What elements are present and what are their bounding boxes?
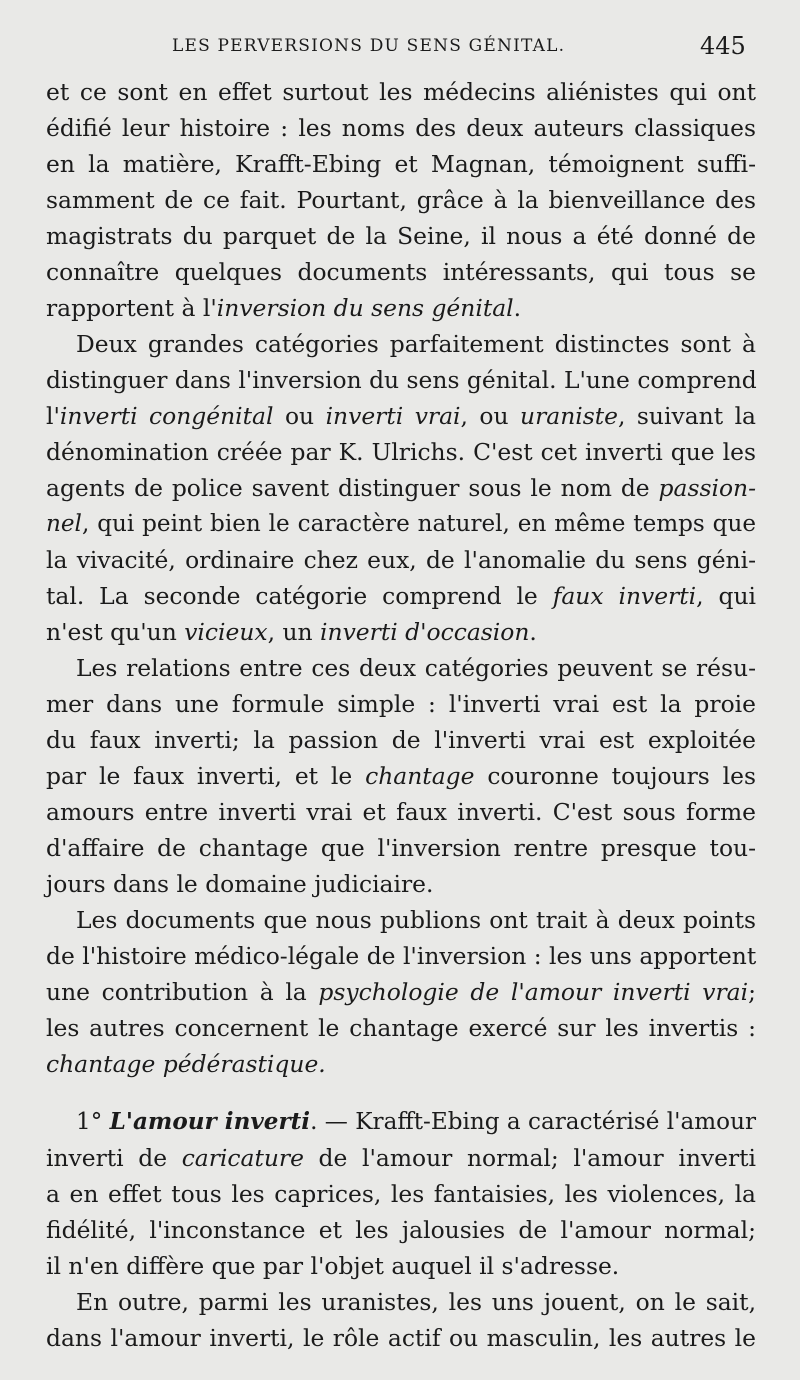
- text-line: Deux grandes catégories parfaitement distinctes sont à: [76, 330, 756, 358]
- text-line: [46, 1046, 756, 1082]
- text-line: rapportent à l'inversion du sens génital.: [46, 294, 522, 322]
- text-line: connaître quelques documents intéressants, qui tous se: [46, 258, 756, 286]
- text-line: de l'histoire médico-légale de l'inversion : les uns apportent: [46, 942, 757, 970]
- text-line: dénomination créée par K. Ulrichs. C'est cet inverti que les: [46, 438, 756, 466]
- text-line: tal. La seconde catégorie comprend le faux inverti, qui: [46, 582, 756, 610]
- text-line: fidélité, l'inconstance et les jalousies de l'amour normal;: [46, 1216, 756, 1244]
- italic-term: caricature: [181, 1144, 304, 1172]
- text-line: il n'en diffère que par l'objet auquel il s'adresse.: [46, 1252, 620, 1280]
- text-line: dans l'amour inverti, le rôle actif ou masculin, les autres le: [46, 1324, 756, 1352]
- italic-term: passion-: [658, 474, 756, 502]
- text-line: et ce sont en effet surtout les médecins aliénistes qui ont: [46, 78, 756, 106]
- italic-term: vicieux: [184, 618, 268, 646]
- text-line: magistrats du parquet de la Seine, il nous a été donné de: [46, 222, 756, 250]
- text-line: nel, qui peint bien le caractère naturel, en même temps que: [46, 511, 756, 537]
- text-line: a en effet tous les caprices, les fantaisies, les violences, la: [46, 1180, 756, 1208]
- italic-term: psychologie de l'amour inverti vrai: [318, 978, 749, 1006]
- text-line: du faux inverti; la passion de l'inverti vrai est exploitée: [46, 726, 756, 754]
- text-line: la vivacité, ordinaire chez eux, de l'anomalie du sens géni-: [46, 546, 756, 574]
- text-line: agents de police savent distinguer sous le nom de passion-: [46, 474, 756, 502]
- italic-term: chantage pédérastique.: [46, 1050, 326, 1078]
- text-line: une contribution à la psychologie de l'amour inverti vrai;: [46, 978, 756, 1006]
- text-line: samment de ce fait. Pourtant, grâce à la bienveillance des: [46, 186, 756, 214]
- text-line: mer dans une formule simple : l'inverti vrai est la proie: [46, 690, 756, 718]
- italic-term: uraniste: [520, 402, 619, 430]
- text-line: l'inverti congénital ou inverti vrai, ou uraniste, suivant la: [46, 402, 756, 430]
- text-line: inverti de caricature de l'amour normal; l'amour inverti: [46, 1144, 757, 1172]
- text-line: les autres concernent le chantage exercé sur les invertis :: [46, 1014, 756, 1042]
- text-line: d'affaire de chantage que l'inversion rentre presque tou-: [46, 834, 756, 862]
- italic-term: chantage: [365, 762, 475, 790]
- text-line: jours dans le domaine judiciaire.: [46, 870, 434, 898]
- text-line: édifié leur histoire : les noms des deux auteurs classiques: [46, 114, 756, 142]
- text-line: 1° L'amour inverti. — Krafft-Ebing a caractérisé l'amour: [76, 1108, 756, 1135]
- italic-term: inverti congénital: [59, 402, 274, 430]
- text-line: Les documents que nous publions ont trait à deux points: [76, 906, 756, 934]
- text-line: Les relations entre ces deux catégories peuvent se résu-: [76, 654, 756, 682]
- page-number: 445: [700, 32, 746, 60]
- running-head-title: LES PERVERSIONS DU SENS GÉNITAL.: [172, 36, 566, 56]
- text-line: amours entre inverti vrai et faux inverti. C'est sous forme: [46, 798, 756, 826]
- text-line: En outre, parmi les uranistes, les uns jouent, on le sait,: [76, 1288, 756, 1316]
- text-line: distinguer dans l'inversion du sens génital. L'une comprend: [46, 366, 757, 394]
- italic-term: nel: [46, 511, 82, 537]
- italic-term: inversion du sens génital: [216, 294, 514, 322]
- text-line: en la matière, Krafft-Ebing et Magnan, témoignent suffi-: [46, 150, 756, 178]
- italic-term: faux inverti: [552, 582, 697, 610]
- text-line: n'est qu'un vicieux, un inverti d'occasion.: [46, 618, 537, 646]
- italic-term: inverti d'occasion: [320, 618, 530, 646]
- section-heading: L'amour inverti: [109, 1108, 311, 1135]
- italic-term: inverti vrai: [325, 402, 461, 430]
- running-head: [0, 32, 800, 66]
- text-line: par le faux inverti, et le chantage couronne toujours les: [46, 762, 756, 790]
